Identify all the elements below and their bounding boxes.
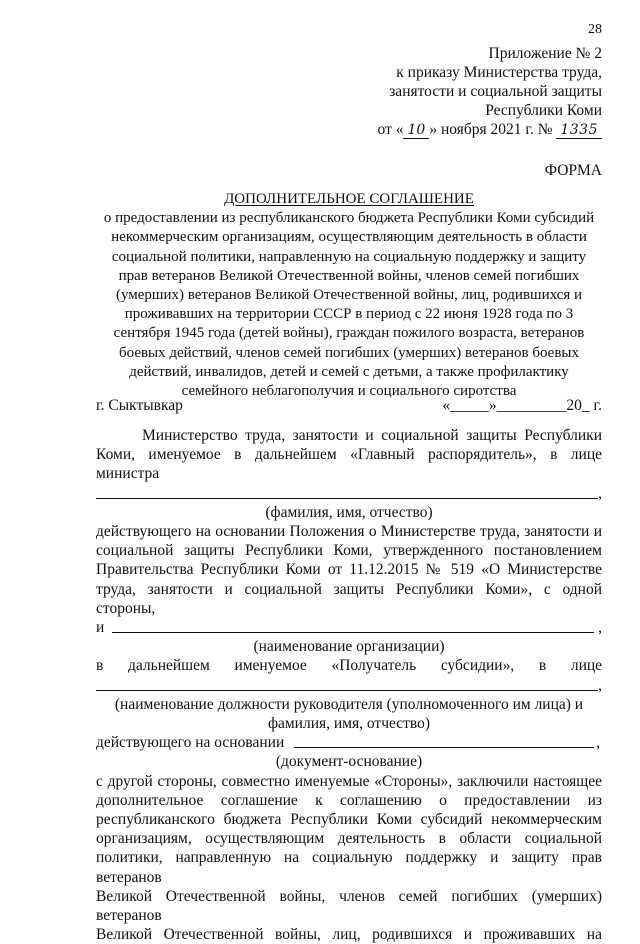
word: в (96, 657, 104, 675)
head-fill-line (96, 676, 602, 695)
blank-field-basis[interactable] (294, 733, 594, 748)
title-line: некоммерческим организациям, осуществляющим деятельность в области (111, 229, 587, 246)
agreement-heading: ДОПОЛНИТЕЛЬНОЕ СОГЛАШЕНИЕ (224, 191, 474, 207)
body-line: дополнительное соглашение к соглашению о предоставлении из (96, 791, 602, 809)
agreement-body (96, 426, 602, 944)
title-line: социальной политики, направленную на социальную поддержку и защиту (111, 248, 587, 265)
title-line: (умерших) ветеранов Великой Отечественной войны, лиц, родившихся и (115, 287, 583, 304)
body-line: Коми, именуемое в дальнейшем «Главный распорядитель», в лице министра (96, 446, 602, 483)
date-prefix: от « (377, 121, 404, 138)
comma: , (598, 676, 602, 694)
blank-field-minister[interactable] (96, 484, 598, 499)
word: в (538, 657, 547, 675)
place-of-signing: г. Сыктывкар (96, 397, 183, 414)
blank-field-head[interactable] (96, 676, 598, 691)
caption-organization: (наименование организации) (253, 638, 445, 656)
word: дальнейшем (127, 657, 210, 675)
title-line: прав ветеранов Великой Отечественной войны, членов семей погибших (118, 267, 580, 284)
body-line: с другой стороны, совместно именуемые «Стороны», заключили настоящее (96, 772, 602, 790)
appendix-line-3: занятости и социальной защиты (389, 83, 602, 100)
date-blank: «_____»_________20_ г. (442, 397, 602, 414)
title-line: о предоставлении из республиканского бюджета Республики Коми субсидий (103, 210, 595, 227)
form-label: ФОРМА (544, 162, 602, 179)
body-line: Великой Отечественной войны, членов семей погибших (умерших) ветеранов (96, 887, 602, 925)
body-line: Министерство труда, занятости и социальной защиты Республики (142, 427, 602, 444)
page-number: 28 (588, 22, 602, 37)
body-line: политики, направленную на социальную поддержку и защиту прав ветеранов (96, 849, 602, 886)
word: именуемое (234, 657, 307, 675)
order-number-handwritten: 1335 (556, 123, 602, 139)
title-line: действий, инвалидов, детей и семей с детьми, а также профилактику (129, 363, 569, 380)
comma: , (598, 484, 602, 502)
date-day-handwritten: 10 (403, 123, 429, 139)
caption-basis-document: (документ-основание) (275, 753, 423, 771)
appendix-header (378, 44, 602, 139)
title-line: семейного неблагополучия и социального сиротства (181, 383, 517, 400)
caption-fio: (фамилия, имя, отчество) (265, 503, 433, 521)
body-line: труда, занятости и социальной защиты Республики Коми», с одной стороны, (96, 580, 602, 617)
word: лице (570, 657, 603, 675)
appendix-line-2: к приказу Министерства труда, (396, 64, 602, 81)
agreement-title (96, 190, 602, 401)
appendix-line-1: Приложение № 2 (488, 45, 602, 62)
and-word: и (96, 619, 105, 637)
place-date-line (96, 397, 602, 415)
date-mid: » ноября 2021 г. № (429, 121, 553, 138)
organization-fill-line (96, 618, 602, 637)
fio-fill-line (96, 484, 602, 503)
title-line: сентября 1945 года (детей войны), граждан пожилого возраста, ветеранов (113, 325, 585, 342)
caption-head-2: фамилия, имя, отчество) (267, 715, 431, 733)
comma: , (596, 734, 601, 752)
title-line: боевых действий, членов семей погибших (умерших) ветеранов боевых (119, 344, 579, 361)
body-line: действующего на основании Положения о Министерстве труда, занятости и (96, 523, 602, 541)
body-line: республиканского бюджета Республики Коми субсидий некоммерческим (96, 811, 602, 829)
appendix-date-line (378, 120, 602, 139)
recipient-line (96, 656, 602, 675)
body-line: социальной защиты Республики Коми, утвержденного постановлением (96, 542, 602, 560)
title-line: проживавших на территории СССР в период с 22 июня 1928 года по 3 (124, 306, 574, 323)
comma: , (598, 619, 602, 637)
body-line: Правительства Республики Коми от 11.12.2015 № 519 «О Министерстве (96, 561, 602, 579)
word: субсидии», (440, 657, 515, 675)
word: «Получатель (331, 657, 417, 675)
blank-field-organization[interactable] (112, 618, 594, 633)
basis-prefix: действующего на основании (96, 734, 285, 752)
appendix-line-4: Республики Коми (485, 102, 602, 119)
basis-fill-line (96, 733, 602, 752)
caption-head-1: (наименование должности руководителя (уполномоченного им лица) и (114, 695, 584, 713)
body-line: Великой Отечественной войны, лиц, родившихся и проживавших на (96, 926, 602, 944)
body-line: организациям, осуществляющим деятельность в области социальной (96, 830, 602, 848)
